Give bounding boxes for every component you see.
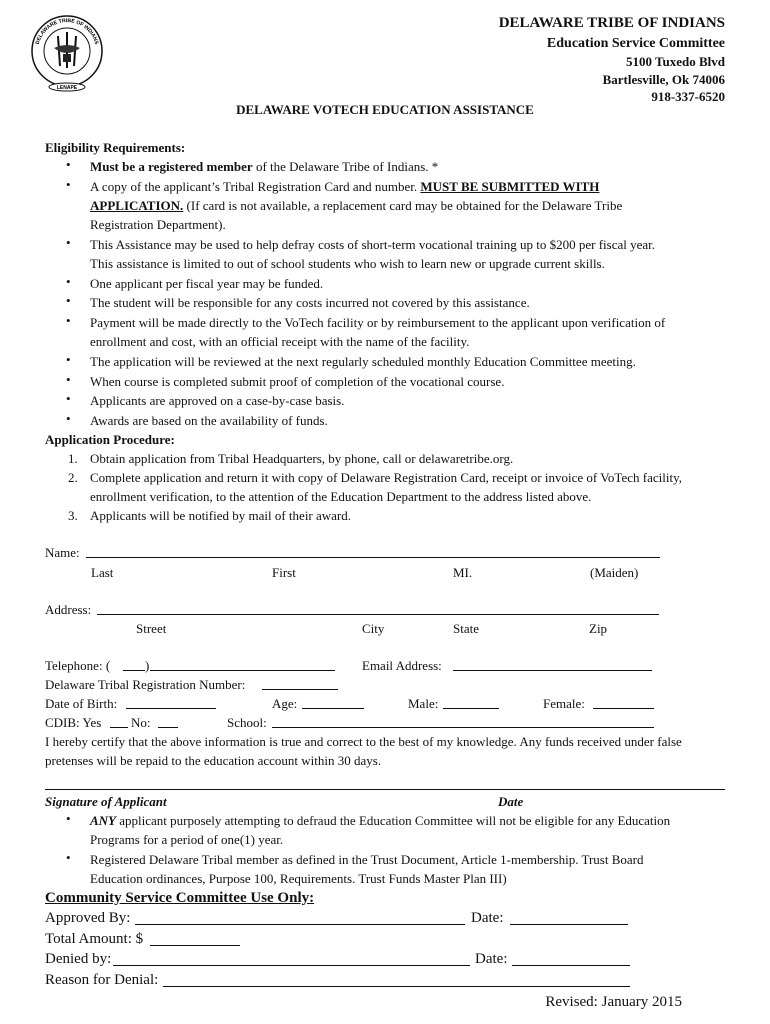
phone-number: 918-337-6520 bbox=[651, 89, 725, 104]
address-field[interactable] bbox=[97, 614, 659, 615]
note-2: Registered Delaware Tribal member as defined in the Trust Document, Article 1-membership. Trust Board bbox=[90, 852, 644, 867]
eligibility-item-1 bbox=[90, 157, 438, 176]
registration-field[interactable] bbox=[262, 689, 338, 690]
cdib-label: CDIB: Yes bbox=[45, 715, 102, 730]
eligibility-item-2 bbox=[90, 177, 599, 196]
address-street-caption: Street bbox=[136, 621, 167, 636]
tribe-seal-logo bbox=[30, 14, 104, 92]
email-field[interactable] bbox=[453, 670, 652, 671]
eligibility-item-2-rest: (If card is not available, a replacement card may be obtained for the Delaware Tribe bbox=[183, 198, 623, 213]
denied-date-label: Date: bbox=[475, 951, 508, 967]
certification-line-2: pretenses will be repaid to the education account within 30 days. bbox=[45, 753, 382, 768]
name-last-caption: Last bbox=[91, 565, 114, 580]
area-code-field[interactable] bbox=[123, 670, 145, 671]
eligibility-item-10: Awards are based on the availability of funds. bbox=[90, 413, 328, 428]
bullet-icon: • bbox=[66, 177, 71, 192]
bullet-icon: • bbox=[66, 313, 71, 328]
denied-date-field[interactable] bbox=[512, 965, 630, 966]
committee-name: Education Service Committee bbox=[546, 36, 725, 51]
procedure-step-3: Applicants will be notified by mail of their award. bbox=[90, 508, 352, 523]
note-1 bbox=[90, 811, 670, 830]
male-label: Male: bbox=[408, 696, 439, 711]
school-field[interactable] bbox=[272, 727, 654, 728]
address-city-caption: City bbox=[362, 621, 385, 636]
procedure-step-2: Complete application and return it with copy of Delaware Registration Card, receipt or invoice of VoTech facility, bbox=[90, 470, 682, 485]
dob-field[interactable] bbox=[126, 708, 216, 709]
note-1-line2: Programs for a period of one(1) year. bbox=[90, 832, 284, 847]
procedure-step-1: Obtain application from Tribal Headquarters, by phone, call or delawaretribe.org. bbox=[90, 451, 514, 466]
address-line-2: Bartlesville, Ok 74006 bbox=[602, 72, 725, 87]
seal-bottom-text: LENAPE bbox=[56, 85, 78, 91]
cdib-no-label: No: bbox=[131, 715, 151, 730]
age-field[interactable] bbox=[302, 708, 364, 709]
eligibility-item-2-line3: Registration Department). bbox=[90, 217, 226, 232]
procedure-heading: Application Procedure: bbox=[45, 432, 175, 447]
reason-for-denial-field[interactable] bbox=[163, 986, 630, 987]
email-label: Email Address: bbox=[362, 658, 442, 673]
address-line-1: 5100 Tuxedo Blvd bbox=[626, 54, 725, 69]
revised-date: Revised: January 2015 bbox=[545, 994, 682, 1010]
denied-by-label: Denied by: bbox=[45, 951, 112, 967]
telephone-close-paren: ) bbox=[145, 658, 150, 673]
signature-field[interactable] bbox=[45, 789, 725, 790]
eligibility-item-1-bold: Must be a registered member bbox=[90, 159, 253, 174]
eligibility-heading: Eligibility Requirements: bbox=[45, 140, 186, 155]
telephone-label: Telephone: ( bbox=[45, 658, 111, 673]
note-1-rest: applicant purposely attempting to defraud the Education Committee will not be eligible for any Education bbox=[116, 813, 671, 828]
approved-date-label: Date: bbox=[471, 910, 504, 926]
bullet-icon: • bbox=[66, 372, 71, 387]
bullet-icon: • bbox=[66, 411, 71, 426]
bullet-icon: • bbox=[66, 391, 71, 406]
procedure-number-1: 1. bbox=[68, 451, 78, 466]
total-amount-label: Total Amount: $ bbox=[45, 931, 144, 947]
approved-by-field[interactable] bbox=[135, 924, 465, 925]
name-mi-caption: MI. bbox=[453, 565, 473, 580]
bullet-icon: • bbox=[66, 293, 71, 308]
bullet-icon: • bbox=[66, 157, 71, 172]
note-1-bold: ANY bbox=[90, 813, 116, 828]
eligibility-item-1-rest: of the Delaware Tribe of Indians. * bbox=[252, 159, 439, 174]
eligibility-item-3-line2: This assistance is limited to out of school students who wish to learn new or upgrade current skills. bbox=[90, 256, 605, 271]
eligibility-item-6-line2: enrollment and cost, with an official receipt with the name of the facility. bbox=[90, 334, 470, 349]
bullet-icon: • bbox=[66, 850, 71, 865]
eligibility-item-5: The student will be responsible for any costs incurred not covered by this assistance. bbox=[90, 295, 530, 310]
telephone-field[interactable] bbox=[150, 670, 335, 671]
denied-by-field[interactable] bbox=[113, 965, 470, 966]
eligibility-item-4: One applicant per fiscal year may be funded. bbox=[90, 276, 324, 291]
total-amount-field[interactable] bbox=[150, 945, 240, 946]
name-label: Name: bbox=[45, 545, 80, 560]
age-label: Age: bbox=[272, 696, 298, 711]
approved-date-field[interactable] bbox=[510, 924, 628, 925]
school-label: School: bbox=[227, 715, 267, 730]
address-state-caption: State bbox=[453, 621, 479, 636]
eligibility-item-2-bold: MUST BE SUBMITTED WITH bbox=[420, 179, 600, 194]
female-field[interactable] bbox=[593, 708, 654, 709]
seal-top-textpath: DELAWARE TRIBE OF INDIANS bbox=[34, 17, 100, 46]
eligibility-item-2-bold2: APPLICATION. bbox=[90, 198, 184, 213]
signature-date-label: Date bbox=[498, 794, 524, 809]
male-field[interactable] bbox=[443, 708, 499, 709]
eligibility-item-2-pre: A copy of the applicant’s Tribal Registration Card and number. bbox=[90, 179, 421, 194]
registration-label: Delaware Tribal Registration Number: bbox=[45, 677, 246, 692]
approved-by-label: Approved By: bbox=[45, 910, 131, 926]
bullet-icon: • bbox=[66, 235, 71, 250]
procedure-step-2-line2: enrollment verification, to the attention of the Education Department to the address listed above. bbox=[90, 489, 592, 504]
committee-heading: Community Service Committee Use Only: bbox=[45, 890, 315, 906]
name-first-caption: First bbox=[272, 565, 296, 580]
address-label: Address: bbox=[45, 602, 92, 617]
org-name: DELAWARE TRIBE OF INDIANS bbox=[498, 15, 725, 31]
bullet-icon: • bbox=[66, 274, 71, 289]
female-label: Female: bbox=[543, 696, 585, 711]
eligibility-item-6: Payment will be made directly to the VoTech facility or by reimbursement to the applicant upon verification of bbox=[90, 315, 666, 330]
bullet-icon: • bbox=[66, 811, 71, 826]
reason-for-denial-label: Reason for Denial: bbox=[45, 972, 159, 988]
address-zip-caption: Zip bbox=[589, 621, 608, 636]
signature-label: Signature of Applicant bbox=[45, 794, 167, 809]
name-field[interactable] bbox=[86, 557, 660, 558]
eligibility-item-3: This Assistance may be used to help defray costs of short-term vocational training up to $200 per fiscal year. bbox=[90, 237, 655, 252]
cdib-no-field[interactable] bbox=[158, 727, 178, 728]
eligibility-item-8: When course is completed submit proof of completion of the vocational course. bbox=[90, 374, 505, 389]
certification-line-1: I hereby certify that the above information is true and correct to the best of my knowledge. Any funds received under false bbox=[45, 734, 682, 749]
page-title: DELAWARE VOTECH EDUCATION ASSISTANCE bbox=[236, 102, 534, 117]
procedure-number-2: 2. bbox=[68, 470, 78, 485]
eligibility-item-2-line2 bbox=[90, 196, 622, 215]
eligibility-item-9: Applicants are approved on a case-by-case basis. bbox=[90, 393, 345, 408]
cdib-yes-field[interactable] bbox=[110, 727, 128, 728]
dob-label: Date of Birth: bbox=[45, 696, 118, 711]
name-maiden-caption: (Maiden) bbox=[590, 565, 639, 580]
bullet-icon: • bbox=[66, 352, 71, 367]
eligibility-item-7: The application will be reviewed at the next regularly scheduled monthly Education Committee meeting. bbox=[90, 354, 636, 369]
procedure-number-3: 3. bbox=[68, 508, 78, 523]
note-2-line2: Education ordinances, Purpose 100, Requirements. Trust Funds Master Plan III) bbox=[90, 871, 507, 886]
